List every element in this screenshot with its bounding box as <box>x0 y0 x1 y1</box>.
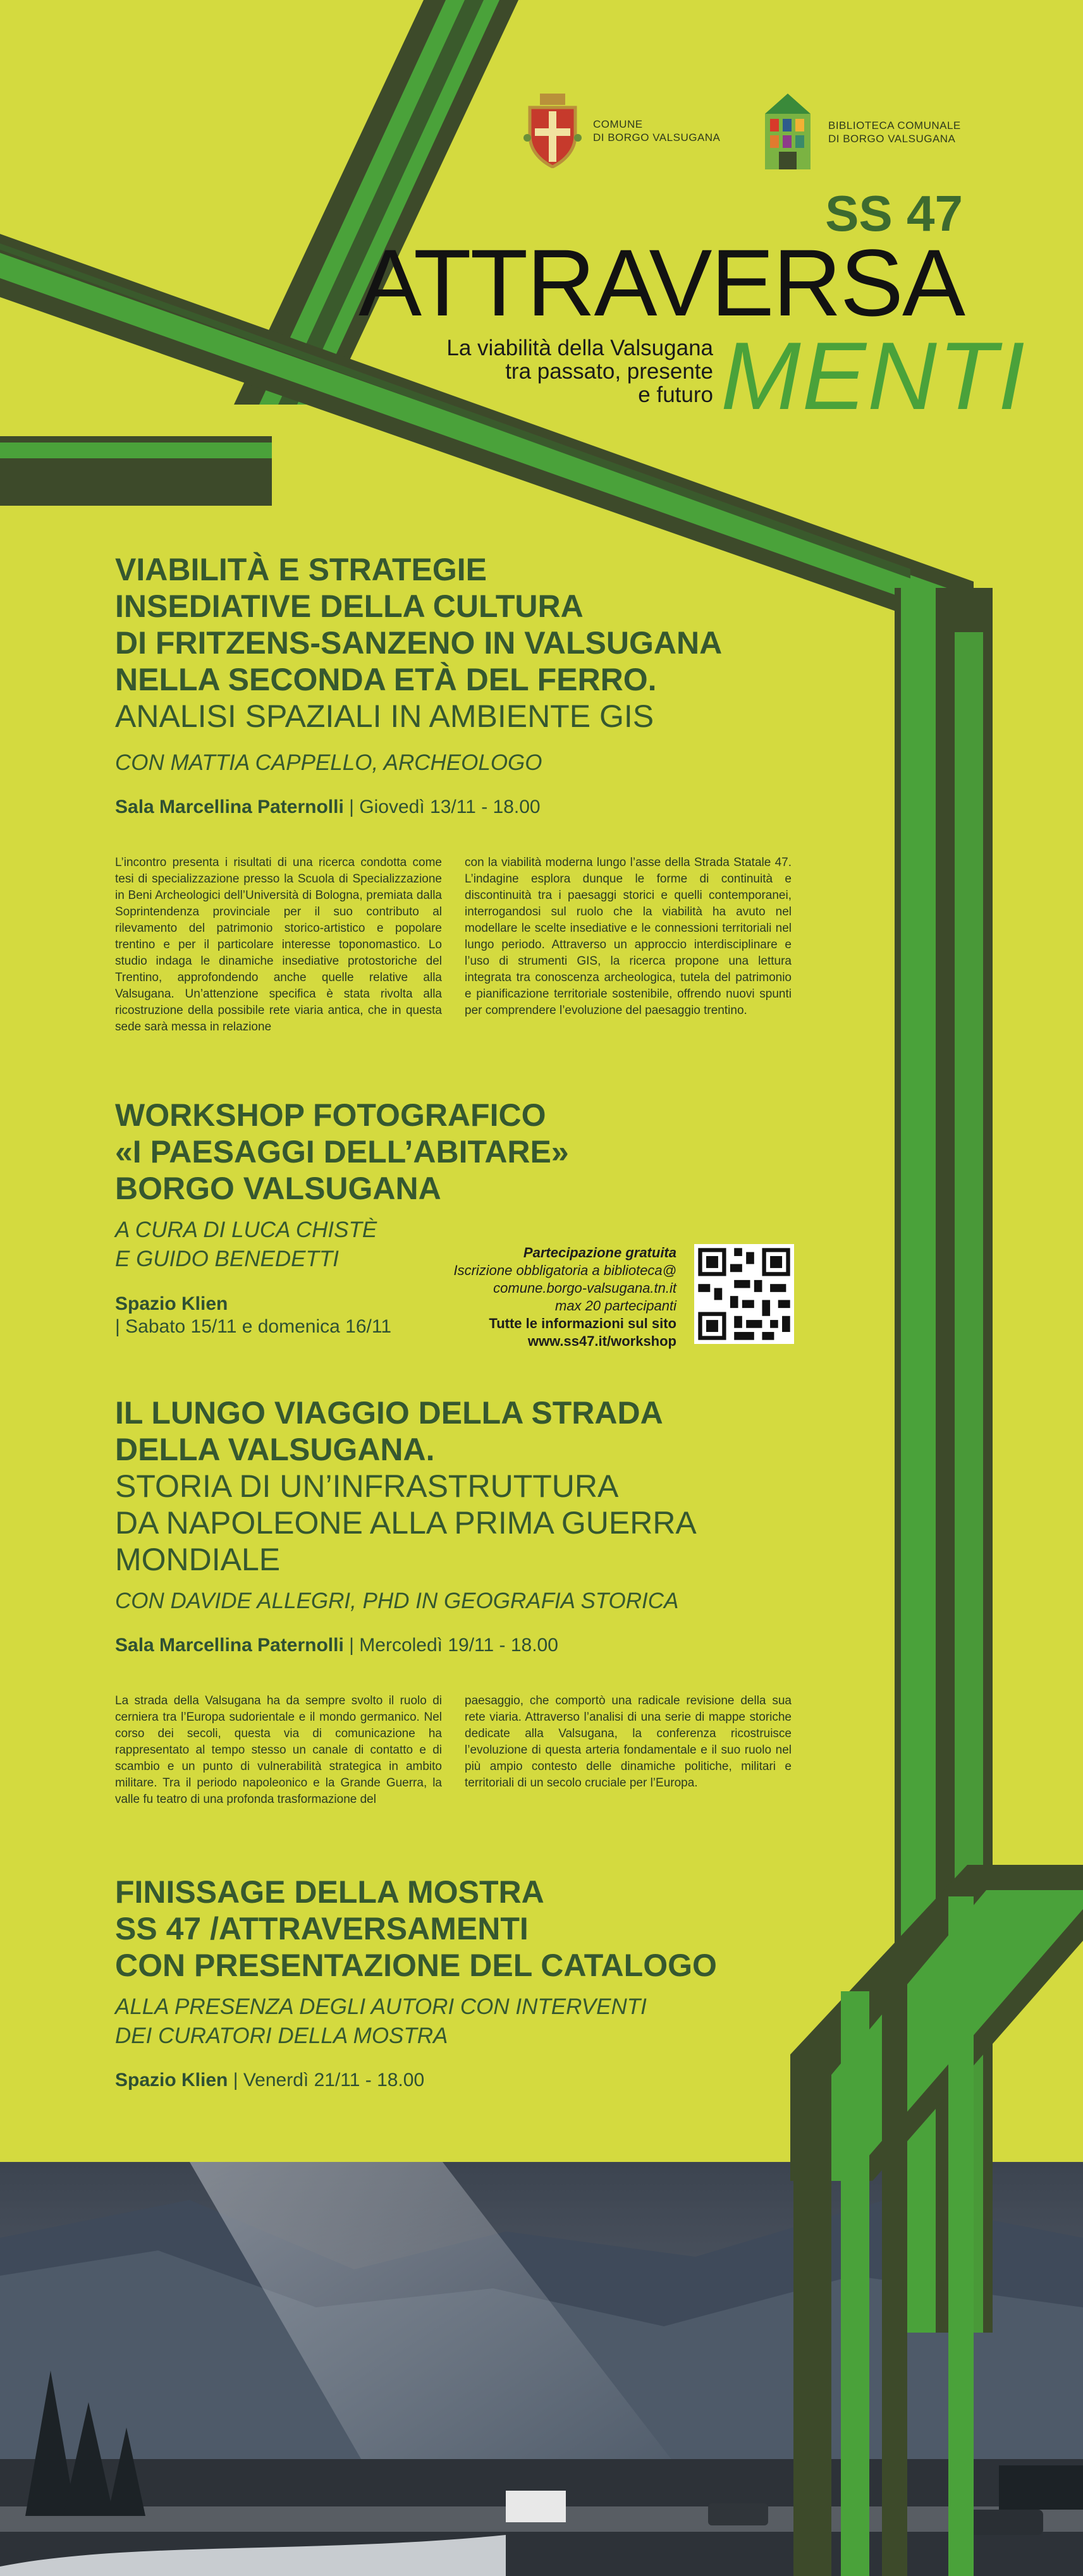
qr-code-icon <box>694 1244 794 1344</box>
event-3 <box>115 1395 823 1808</box>
event-date: | Mercoledì 19/11 - 18.00 <box>343 1635 558 1656</box>
event-4 <box>115 1874 823 2091</box>
event-title <box>115 1097 823 1207</box>
event-title-line: CON PRESENTAZIONE DEL CATALOGO <box>115 1948 717 1983</box>
event-description-col1: L’incontro presenta i risultati di una ricerca condotta come tesi di specializzazione presso la Scuola di Specializzazione in Beni Archeologici dell’Università di Bologna, premiata dalla Soprintendenza provinciale per il suo contributo al rilevamento del patrimonio storico-artistico e popolare trentino e per il particolare interesse toponomastico. Lo studio indaga le dinamiche insediative protostoriche del Trentino, approfondendo anche quelle relative alla Valsugana. Un’attenzione specifica è stata rivolta alla ricostruzione della possibile rete viaria antica, che in questa sede sarà messa in relazione <box>115 856 442 1034</box>
event-title <box>115 551 823 698</box>
participation-registration: Iscrizione obbligatoria a biblioteca@ <box>453 1262 676 1278</box>
event-description-col2: con la viabilità moderna lungo l’asse della Strada Statale 47. L’indagine esplora dunque le forme di continuità e discontinuità tra i paesaggi storici e quelli contemporanei, interrogandosi sul ruolo che la viabilità ha avuto nel modellare le scelte insediative e le connessioni territoriali nel lungo periodo. Attraverso un approccio interdisciplinare e l’uso di strumenti GIS, la ricerca propone una lettura integrata tra conoscenza archeologica, tutela del patrimonio e pianificazione territoriale sostenibile, offrendo nuovi spunti per comprendere l’evoluzione del paesaggio trentino. <box>465 856 792 1017</box>
participation-url[interactable]: www.ss47.it/workshop <box>527 1333 676 1349</box>
library-building-icon <box>759 94 817 171</box>
event-subtitle-line: STORIA DI UN’INFRASTRUTTURA <box>115 1468 619 1504</box>
event-venue-date <box>115 1635 823 1656</box>
event-title-line: IL LUNGO VIAGGIO DELLA STRADA <box>115 1395 663 1431</box>
event-title-line: BORGO VALSUGANA <box>115 1171 441 1206</box>
comune-logo <box>523 94 720 168</box>
event-description-col1: La strada della Valsugana ha da sempre svolto il ruolo di cerniera tra l’Europa sudorientale e il mondo germanico. Nel corso dei secoli, questa via di comunicazione ha rappresentato al tempo stesso un canale di contatto e di scambio e un punto di vulnerabilità strategica in ambito militare. Tra il periodo napoleonico e la Grande Guerra, la valle fu teatro di una profonda trasformazione del <box>115 1694 442 1806</box>
event-speaker-line: DEI CURATORI DELLA MOSTRA <box>115 2024 448 2048</box>
event-venue-date <box>115 2070 823 2091</box>
event-description <box>115 1693 792 1808</box>
participation-free: Partecipazione gratuita <box>523 1245 676 1261</box>
event-venue: Sala Marcellina Paternolli <box>115 1635 344 1656</box>
event-title-line: SS 47 /ATTRAVERSAMENTI <box>115 1911 529 1946</box>
event-speaker-line: ALLA PRESENZA DEGLI AUTORI CON INTERVENTI <box>115 1994 647 2019</box>
event-speaker: CON DAVIDE ALLEGRI, PHD IN GEOGRAFIA STORICA <box>115 1589 679 1613</box>
participation-info <box>405 1244 676 1350</box>
event-venue: Spazio Klien <box>115 1293 228 1314</box>
participation-max: max 20 partecipanti <box>555 1298 676 1314</box>
event-date: | Giovedì 13/11 - 18.00 <box>343 797 541 817</box>
event-subtitle: ANALISI SPAZIALI IN AMBIENTE GIS <box>115 699 654 734</box>
event-speaker-line: A CURA DI LUCA CHISTÈ <box>115 1218 377 1242</box>
event-subtitle-line: DA NAPOLEONE ALLA PRIMA GUERRA <box>115 1505 697 1541</box>
biblioteca-line1: BIBLIOTECA COMUNALE <box>828 119 961 131</box>
ss47-label: SS 47 <box>825 185 963 241</box>
event-title-line: DELLA VALSUGANA. <box>115 1432 435 1467</box>
coat-of-arms-icon <box>523 94 582 168</box>
event-speaker <box>115 1993 823 2051</box>
event-title <box>115 1395 823 1468</box>
participation-info-label: Tutte le informazioni sul sito <box>489 1315 676 1331</box>
event-title-line: INSEDIATIVE DELLA CULTURA <box>115 589 584 624</box>
subtitle-line: La viabilità della Valsugana <box>446 336 713 360</box>
participation-email[interactable]: comune.borgo-valsugana.tn.it <box>493 1280 676 1296</box>
menti-word: MENTI <box>721 322 1026 430</box>
event-venue: Sala Marcellina Paternolli <box>115 797 344 817</box>
main-title: ATTRAVERSA <box>358 229 964 336</box>
subtitle-line: e futuro <box>638 382 713 407</box>
event-description-col2: paesaggio, che comportò una radicale revisione della sua rete viaria. Attraverso l’analisi di una serie di mappe storiche dedicate alla Valsugana, la conferenza ricostruisce l’evoluzione di questa arteria fondamentale e il suo ruolo nel più ampio contesto delle dinamiche politiche, militari e territoriali di un secolo cruciale per l’Europa. <box>465 1694 792 1790</box>
event-date: | Venerdì 21/11 - 18.00 <box>228 2070 425 2091</box>
event-title-line: NELLA SECONDA ETÀ DEL FERRO. <box>115 662 657 697</box>
event-speaker: CON MATTIA CAPPELLO, ARCHEOLOGO <box>115 750 542 775</box>
event-title-line: VIABILITÀ E STRATEGIE <box>115 552 487 587</box>
event-description <box>115 855 792 1035</box>
event-title-line: FINISSAGE DELLA MOSTRA <box>115 1874 544 1910</box>
qr-code[interactable] <box>694 1244 794 1344</box>
event-venue: Spazio Klien <box>115 2070 228 2091</box>
event-title-line: «I PAESAGGI DELL’ABITARE» <box>115 1134 569 1169</box>
event-subtitle <box>115 1468 823 1578</box>
subtitle-line: tra passato, presente <box>505 359 713 384</box>
event-speaker-line: E GUIDO BENEDETTI <box>115 1247 339 1271</box>
event-subtitle-line: MONDIALE <box>115 1542 281 1577</box>
biblioteca-logo <box>759 94 961 171</box>
event-venue-date <box>115 797 823 818</box>
event-title-line: DI FRITZENS-SANZENO IN VALSUGANA <box>115 625 723 661</box>
comune-line1: COMUNE <box>593 118 643 130</box>
event-date: | Sabato 15/11 e domenica 16/11 <box>115 1316 392 1337</box>
event-title-line: WORKSHOP FOTOGRAFICO <box>115 1097 546 1133</box>
comune-line2: DI BORGO VALSUGANA <box>593 131 721 143</box>
event-title <box>115 1874 823 1984</box>
subtitle <box>446 336 713 406</box>
event-1 <box>115 551 823 1035</box>
biblioteca-line2: DI BORGO VALSUGANA <box>828 133 956 145</box>
